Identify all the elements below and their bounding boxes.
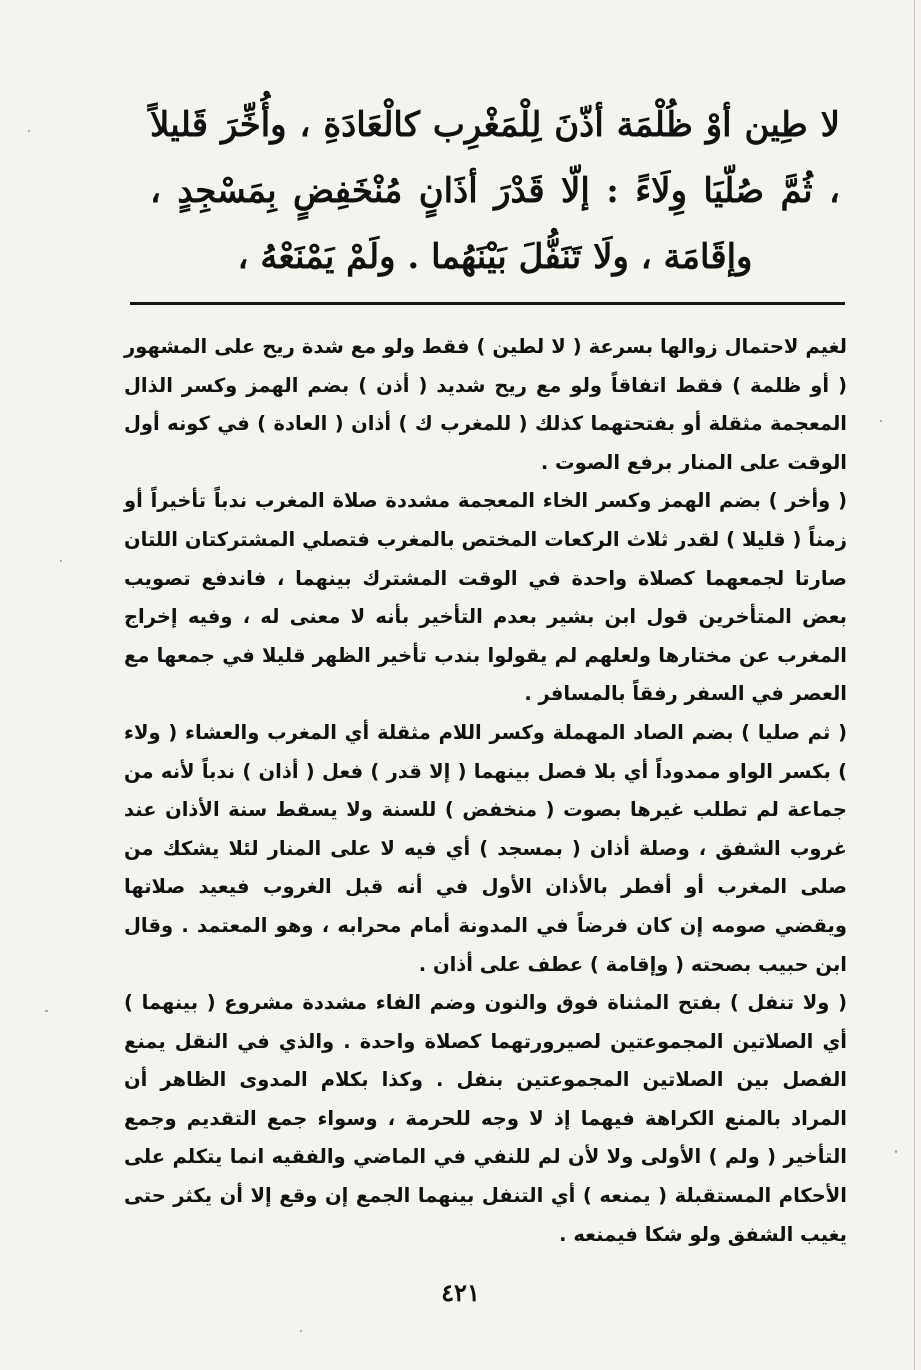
main-text: لا طِين أوْ ظُلْمَة أذّنَ لِلْمَغْرِب كالْعَادَةِ ، وأُخِّرَ قَليلاً ، ثُمَّ صُلّيَا وِلَاءً : إلّا قَدْرَ أذَانٍ مُنْخَفِضٍ بِمَسْجِدٍ ، وإقَامَة ، ولَا تَنَفُّلَ بَيْنَهُما . ولَمْ يَمْنَعْهُ ، — [150, 105, 840, 277]
paper-speck — [45, 1010, 48, 1012]
separator-rule — [130, 302, 845, 305]
paper-speck — [28, 130, 30, 132]
commentary-paragraph: ( ثم صليا ) بضم الصاد المهملة وكسر اللام مثقلة أي المغرب والعشاء ( ولاء ) بكسر الواو ممدوداً أي بلا فصل بينهما ( إلا قدر ) فعل ( أذان ) ندباً لأنه من جماعة لم تطلب غيرها بصوت ( منخفض ) للسنة ولا يسقط سنة الأذان عند غروب الشفق ، وصلة أذان ( بمسجد ) أي فيه لا على المنار لئلا يشكك من صلى المغرب أو أفطر بالأذان الأول في أنه قبل الغروب فيعيد صلاتها ويقضي صومه إن كان فرضاً في المدونة أمام محرابه ، وهو المعتمد . وقال ابن حبيب بصحته ( وإقامة ) عطف على أذان . — [124, 720, 847, 976]
commentary-paragraph: ( ولا تنفل ) بفتح المثناة فوق والنون وضم الفاء مشددة مشروع ( بينهما ) أي الصلاتين المجموعتين لصيرورتهما كصلاة واحدة . والذي في النقل يمنع الفصل بين الصلاتين المجموعتين بنفل . وكذا بكلام المدوى الظاهر أن المراد بالمنع الكراهة فيهما إذ لا وجه للحرمة ، وسواء جمع التقديم وجمع التأخير ( ولم ) الأولى ولا لأن لم للنفي في الماضي والفقيه انما يتكلم على الأحكام المستقبلة ( يمنعه ) أي التنفل بينهما الجمع إن وقع إلا أن يكثر حتى يغيب الشفق ولو شكا فيمنعه . — [124, 991, 847, 1246]
commentary — [124, 328, 847, 1254]
commentary-paragraph: ( وأخر ) بضم الهمز وكسر الخاء المعجمة مشددة صلاة المغرب ندباً تأخيراً أو زمناً ( قليلا ) لقدر ثلاث الركعات المختص بالمغرب فتصلي المشتركتان اللتان صارتا لجمعهما كصلاة واحدة في الوقت المشترك بينهما ، فاندفع تصويب بعض المتأخرين قول ابن بشير بعدم التأخير بأنه لا معنى له ، وفيه إخراج المغرب عن مختارها ولعلهم لم يقولوا بندب تأخير الظهر قليلا في جمعها مع العصر في السفر رفقاً بالمسافر . — [124, 489, 847, 706]
paper-speck — [60, 560, 62, 562]
paper-speck — [895, 1150, 897, 1153]
commentary-paragraph: لغيم لاحتمال زوالها بسرعة ( لا لطين ) فقط ولو مع شدة ريح على المشهور ( أو ظلمة ) فقط اتفاقاً ولو مع ريح شديد ( أذن ) بضم الهمز وكسر الذال المعجمة مثقلة أو بفتحتهما كذلك ( للمغرب ك ) أذان ( العادة ) في كونه أول الوقت على المنار برفع الصوت . — [124, 335, 847, 474]
paper-speck — [300, 1330, 302, 1332]
paper-speck — [880, 420, 882, 422]
page-number: ٤٢١ — [441, 1278, 480, 1307]
page-edge — [914, 0, 915, 1370]
